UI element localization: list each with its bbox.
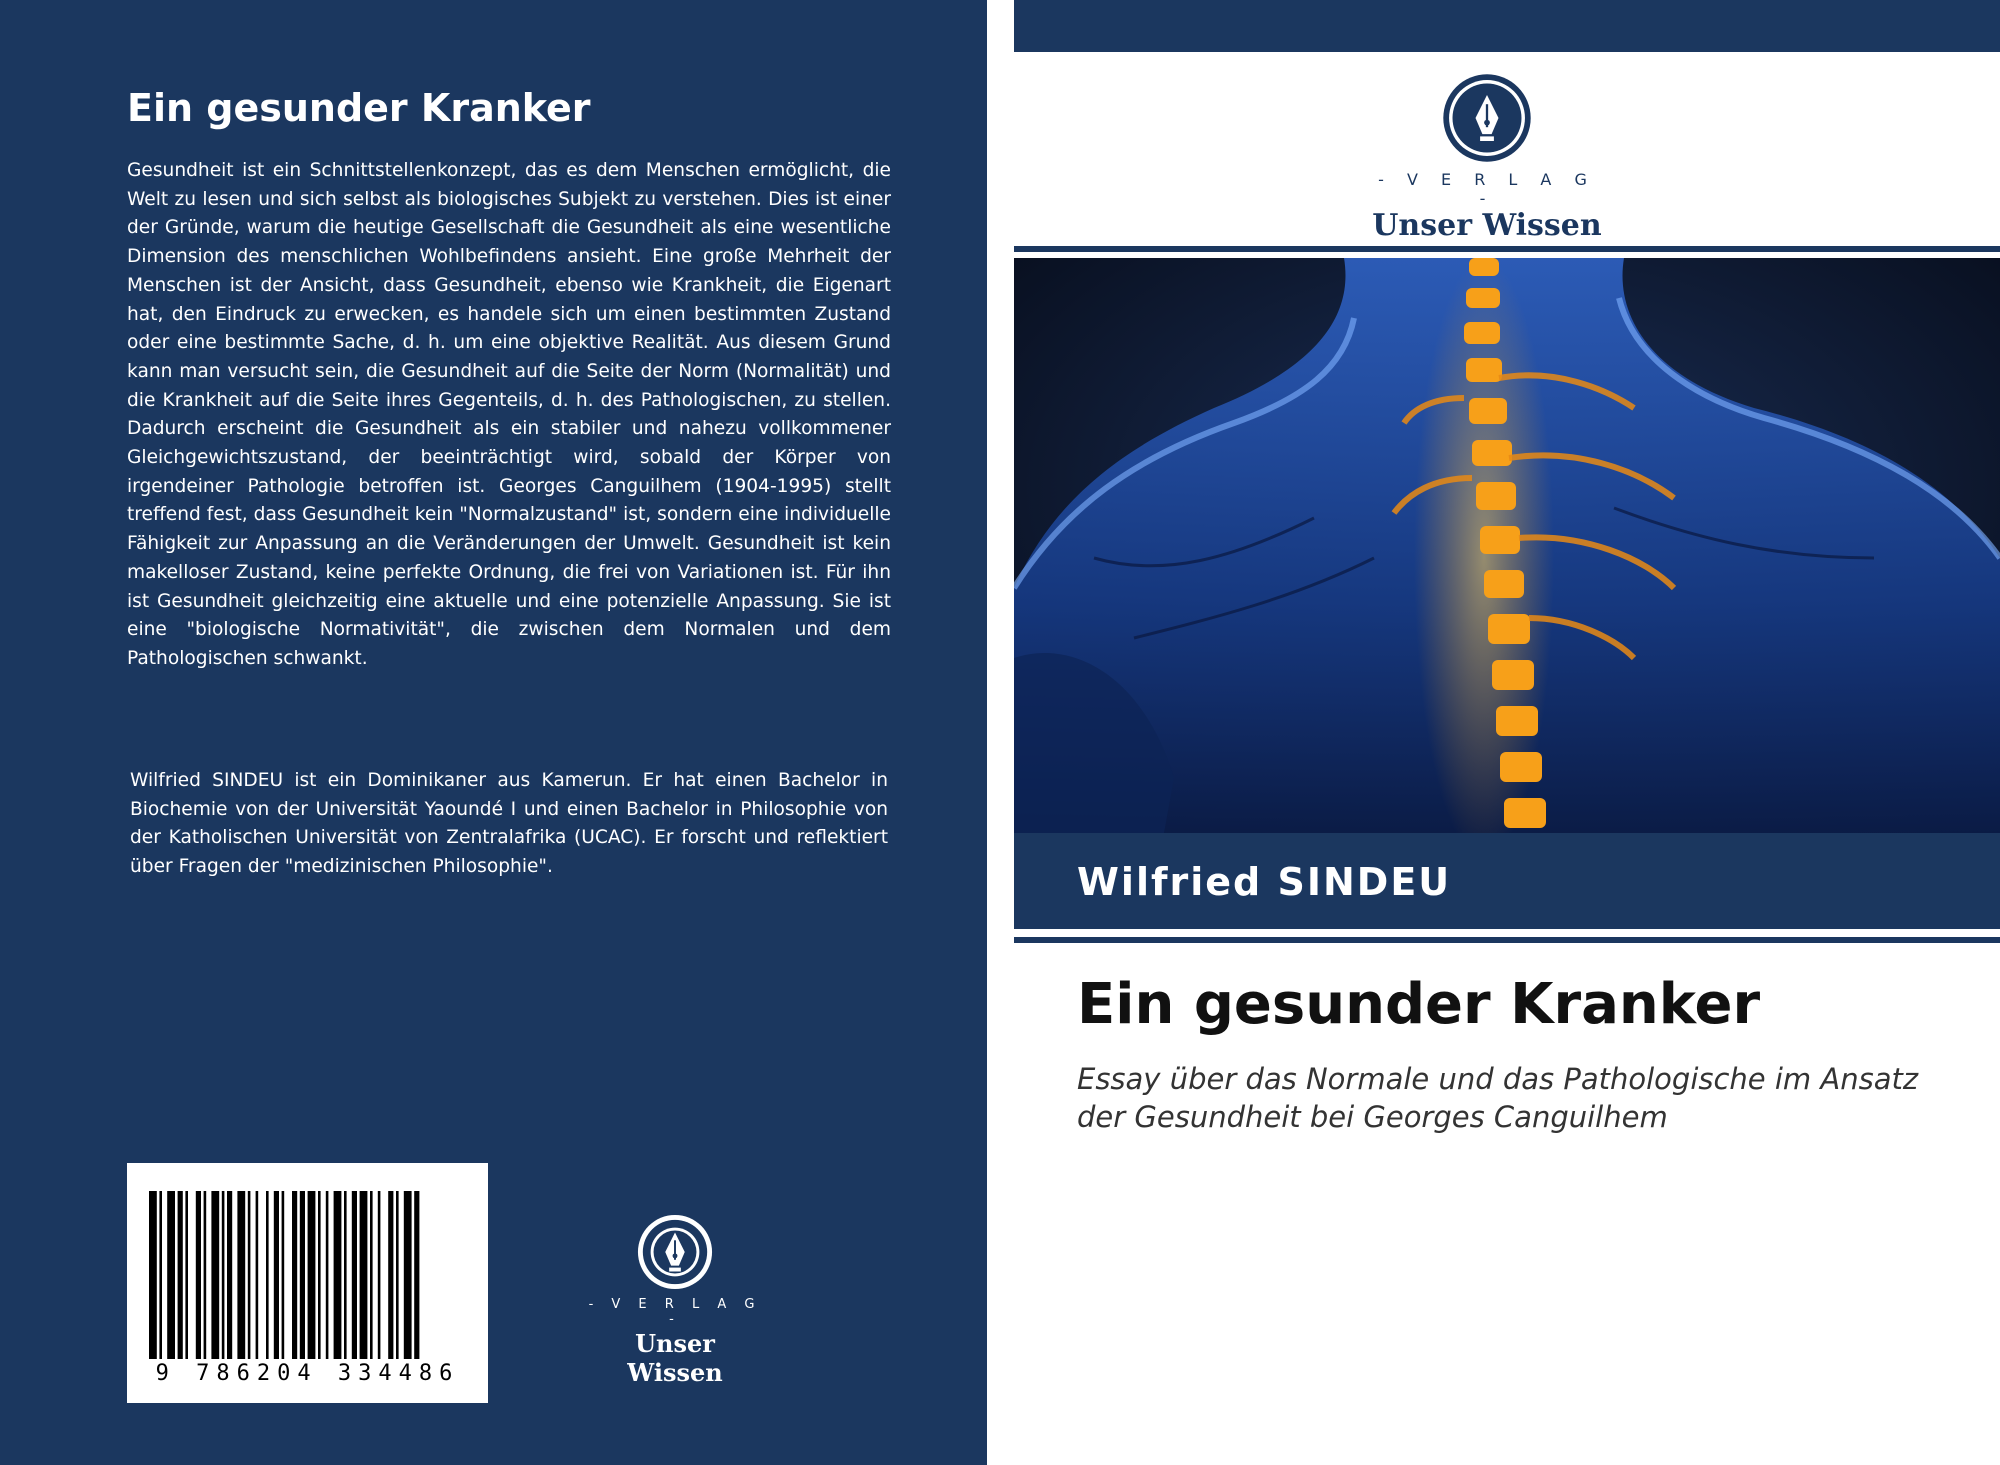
front-cover-title: Ein gesunder Kranker xyxy=(1077,972,1761,1037)
barcode-bar xyxy=(404,1191,412,1359)
barcode-bar xyxy=(352,1191,357,1359)
divider-line-bottom xyxy=(1014,937,2000,943)
barcode-bar xyxy=(149,1191,157,1359)
barcode-bar xyxy=(227,1191,232,1359)
back-cover-description: Gesundheit ist ein Schnittstellenkonzept, das es dem Menschen ermöglicht, die Welt zu lesen und sich selbst als biologisches Subjekt zu verstehen. Dies ist einer der Gründe, warum die heutige Gesellschaft die Gesundheit als eine wesentliche Dimension des menschlichen Wohlbefindens ansieht. Eine große Mehrheit der Menschen ist der Ansicht, dass Gesundheit, ebenso wie Krankheit, die Eigenart hat, den Eindruck zu erwecken, es handele sich um einen bestimmten Zustand oder eine bestimmte Sache, d. h. um eine objektive Realität. Aus diesem Grund kann man versucht sein, die Gesundheit auf die Seite der Norm (Normalität) und die Krankheit auf die Seite ihres Gegenteils, d. h. des Pathologischen, zu stellen. Dadurch erscheint die Gesundheit als ein stabiler und nahezu vollkommener Gleichgewichtszustand, der beeinträchtigt wird, sobald der Körper von irgendeiner Pathologie betroffen ist. Georges Canguilhem (1904-1995) stellt treffend fest, dass Gesundheit kein "Normalzustand" ist, sondern eine individuelle Fähigkeit zur Anpassung an die Veränderungen der Umwelt. Gesundheit ist kein makelloser Zustand, keine perfekte Ordnung, die frei von Variationen ist. Für ihn ist Gesundheit gleichzeitig eine aktuelle und eine potenzielle Anpassung. Sie ist eine "biologische Normativität", die zwischen dem Normalen und dem Pathologischen schwankt. xyxy=(127,160,891,669)
barcode-bar xyxy=(388,1191,393,1359)
barcode-bar xyxy=(222,1191,225,1359)
barcode-bar xyxy=(360,1191,368,1359)
barcode-bar xyxy=(282,1191,285,1359)
barcode-bar xyxy=(256,1191,259,1359)
barcode-bar xyxy=(167,1191,175,1359)
divider-line-top xyxy=(1014,246,2000,252)
front-publisher-logo xyxy=(1367,72,1607,243)
barcode-bar xyxy=(237,1191,245,1359)
author-banner xyxy=(1014,833,2000,929)
back-cover-title: Ein gesunder Kranker xyxy=(127,86,591,130)
back-publisher-logo xyxy=(585,1213,765,1387)
back-cover xyxy=(0,0,987,1465)
barcode-bar xyxy=(274,1191,279,1359)
barcode-bar xyxy=(308,1191,316,1359)
back-publisher-name: Unser Wissen xyxy=(627,1329,723,1387)
barcode-bar xyxy=(414,1191,419,1359)
author-name: Wilfried SINDEU xyxy=(1077,860,1452,904)
barcode-bar xyxy=(266,1191,269,1359)
barcode-bar xyxy=(292,1191,297,1359)
front-cover xyxy=(987,0,2000,1465)
barcode xyxy=(127,1163,488,1403)
pen-nib-emblem-icon xyxy=(636,1213,714,1291)
barcode-bar xyxy=(159,1191,162,1359)
top-color-bar xyxy=(1014,0,2000,52)
front-publisher-name: Unser Wissen xyxy=(1372,208,1602,243)
front-cover-subtitle: Essay über das Normale und das Pathologische im Ansatz der Gesundheit bei Georges Canguilhem xyxy=(1077,1062,1919,1134)
barcode-bar xyxy=(204,1191,207,1359)
barcode-bar xyxy=(300,1191,305,1359)
back-verlag-label: - V E R L A G - xyxy=(588,1297,762,1327)
barcode-bar xyxy=(211,1191,219,1359)
barcode-bar xyxy=(344,1191,347,1359)
barcode-bar xyxy=(326,1191,329,1359)
barcode-bar xyxy=(185,1191,188,1359)
pen-nib-emblem-icon xyxy=(1441,72,1533,164)
front-verlag-label: - V E R L A G - xyxy=(1378,170,1596,208)
barcode-bar xyxy=(370,1191,373,1359)
barcode-bar xyxy=(378,1191,381,1359)
cover-illustration-spine xyxy=(1014,258,2000,833)
barcode-bars xyxy=(127,1163,488,1363)
barcode-bar xyxy=(196,1191,201,1359)
isbn-number: 9 786204 334486 xyxy=(155,1361,460,1386)
barcode-bar xyxy=(178,1191,183,1359)
author-bio: Wilfried SINDEU ist ein Dominikaner aus Kamerun. Er hat einen Bachelor in Biochemie von der Universität Yaoundé I und einen Bachelor in Philosophie von der Katholischen Universität von Zentralafrika (UCAC). Er forscht und reflektiert über Fragen der "medizinischen Philosophie". xyxy=(130,770,888,878)
barcode-bar xyxy=(396,1191,399,1359)
barcode-bar xyxy=(318,1191,321,1359)
barcode-bar xyxy=(334,1191,342,1359)
barcode-bar xyxy=(248,1191,251,1359)
